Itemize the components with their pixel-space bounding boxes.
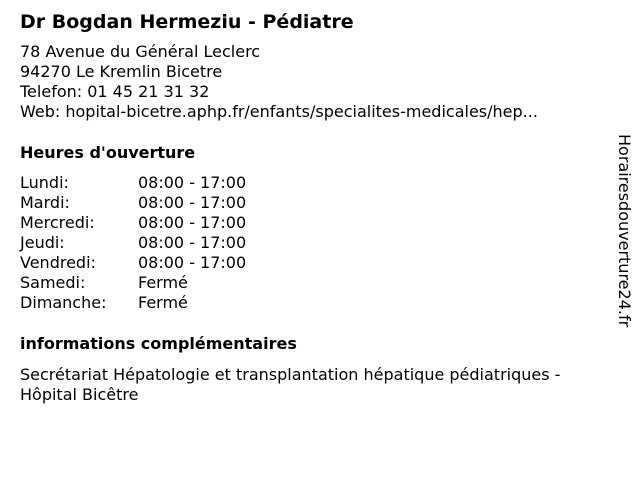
additional-info-text: Secrétariat Hépatologie et transplantation hépatique pédiatriques - Hôpital Bicêtre	[20, 365, 561, 404]
opening-hours-table	[20, 173, 600, 313]
hours-value: 08:00 - 17:00	[138, 253, 247, 272]
website-link[interactable]: Web: hopital-bicetre.aphp.fr/enfants/specialites-medicales/hep...	[20, 102, 538, 121]
hours-row-thursday	[20, 233, 600, 253]
address-city: 94270 Le Kremlin Bicetre	[20, 62, 223, 81]
listing-card	[20, 10, 600, 405]
hours-row-monday	[20, 173, 600, 193]
day-label: Dimanche:	[20, 293, 107, 312]
hours-row-tuesday	[20, 193, 600, 213]
day-label: Mercredi:	[20, 213, 95, 232]
hours-row-wednesday	[20, 213, 600, 233]
day-label: Lundi:	[20, 173, 69, 192]
address-street: 78 Avenue du Général Leclerc	[20, 42, 261, 61]
hours-value: 08:00 - 17:00	[138, 233, 247, 252]
hours-row-saturday	[20, 273, 600, 293]
opening-hours-title: Heures d'ouverture	[20, 143, 196, 162]
day-label: Jeudi:	[20, 233, 65, 252]
day-label: Mardi:	[20, 193, 70, 212]
day-label: Samedi:	[20, 273, 86, 292]
day-label: Vendredi:	[20, 253, 96, 272]
hours-value: 08:00 - 17:00	[138, 213, 247, 232]
additional-info-title: informations complémentaires	[20, 334, 297, 353]
hours-value: 08:00 - 17:00	[138, 193, 247, 212]
doctor-name: Dr Bogdan Hermeziu - Pédiatre	[20, 11, 354, 33]
site-brand-vertical: Horairesdouverture24.fr	[615, 134, 634, 328]
hours-row-friday	[20, 253, 600, 273]
hours-value: Fermé	[138, 293, 188, 312]
hours-value: 08:00 - 17:00	[138, 173, 247, 192]
hours-row-sunday	[20, 293, 600, 313]
hours-value: Fermé	[138, 273, 188, 292]
phone-number: Telefon: 01 45 21 31 32	[20, 82, 210, 101]
